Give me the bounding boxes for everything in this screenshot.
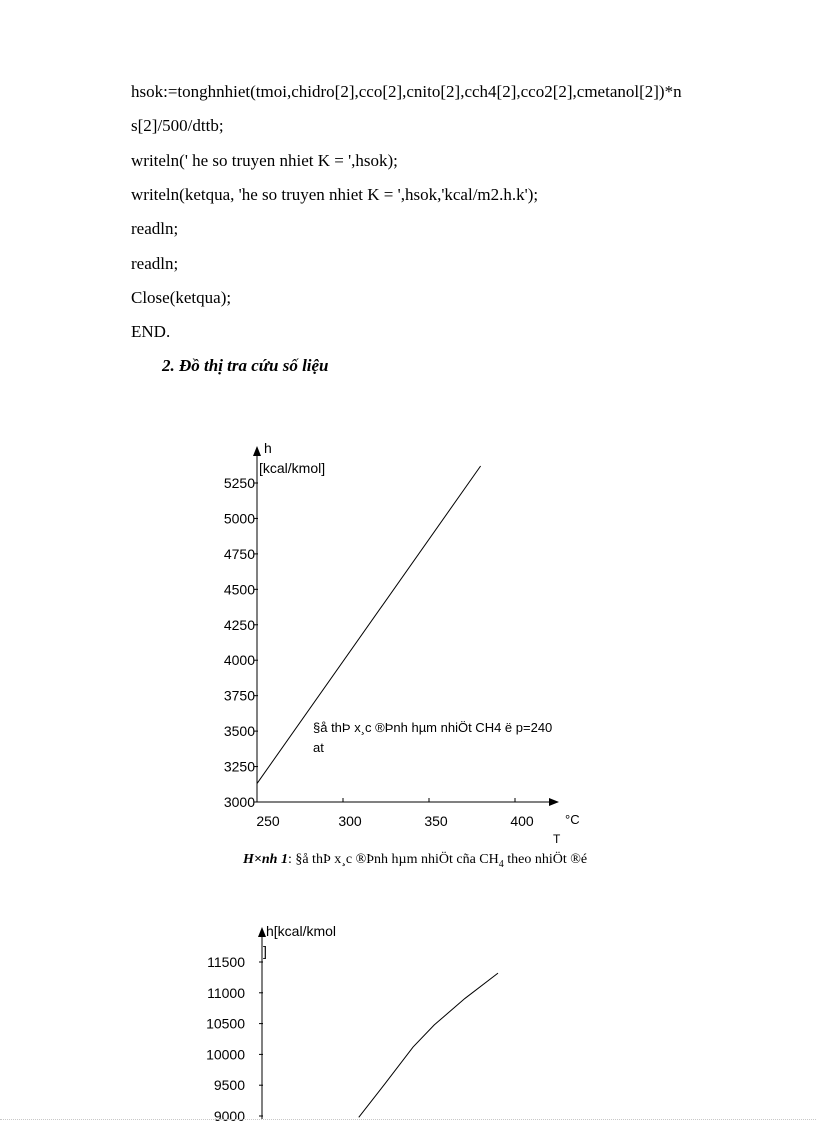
chart-2-y-tick-label: 9000 — [213, 1108, 245, 1123]
chart-1-x-tick-label: 400 — [510, 813, 534, 829]
chart-1-y-tick-label: 5000 — [223, 510, 255, 527]
chart-1-y-tick-label: 5250 — [223, 475, 255, 491]
chart-1-y-tick-label: 4500 — [223, 581, 255, 598]
chart-1-y-tick-label: 4750 — [223, 545, 255, 562]
chart-1-y-tick-label: 3250 — [223, 758, 255, 775]
code-line-4: writeln(ketqua, 'he so truyen nhiet K = ',hsok,'kcal/m2.h.k'); — [131, 185, 539, 204]
figure-caption-text-end: theo nhiÖt ®é — [503, 852, 588, 867]
chart-2-y-tick-label: 10500 — [206, 1015, 245, 1032]
chart-2-y-tick-label: 9500 — [213, 1077, 245, 1094]
page-bottom-edge — [0, 1119, 816, 1120]
chart-2-y-tick-label: 11500 — [207, 954, 245, 970]
chart-1-y-tick-label: 3000 — [223, 794, 255, 810]
chart-2-y-tick-label: 11000 — [207, 984, 245, 1001]
chart-1-y-tick-label: 4250 — [223, 616, 255, 633]
chart-2-y-label: h[kcal/kmol — [266, 923, 337, 939]
code-line-6: readln; — [131, 254, 179, 273]
chart-1-x-tick-label: 300 — [338, 813, 362, 829]
chart-1-y-unit: [kcal/kmol] — [259, 460, 326, 476]
chart-1-y-tick-label: 3500 — [223, 723, 255, 740]
chart-1-annotation-line-2: at — [313, 740, 324, 755]
figure-caption-text: : §å thÞ x¸c ®Þnh hµm nhiÖt cña CH — [287, 852, 499, 867]
code-line-5: readln; — [131, 219, 179, 238]
code-line-8: END. — [131, 322, 171, 341]
chart-1-y-tick-label: 4000 — [223, 652, 255, 669]
code-line-2: s[2]/500/dttb; — [131, 116, 224, 135]
code-line-3: writeln(' he so truyen nhiet K = ',hsok); — [131, 151, 398, 170]
chart-2-y-tick-label: 10000 — [206, 1046, 245, 1063]
chart-1-y-label: h — [264, 440, 272, 456]
chart-1-x-tick-label: 250 — [256, 813, 280, 829]
chart-1-y-tick-label: 3750 — [223, 687, 255, 704]
chart-2-y-label-cont: ] — [263, 943, 267, 959]
chart-1-x-label: °C — [565, 812, 580, 827]
chart-2-series-line — [359, 973, 498, 1117]
chart-1-annotation-line-1: §å thÞ x¸c ®Þnh hµm nhiÖt CH4 ë p=240 — [313, 720, 553, 735]
code-line-7: Close(ketqua); — [131, 288, 232, 307]
code-line-1: hsok:=tonghnhiet(tmoi,chidro[2],cco[2],cnito[2],cch4[2],cco2[2],cmetanol[2])*n — [131, 82, 682, 101]
section-heading: 2. Đồ thị tra cứu số liệu — [162, 356, 329, 375]
figure-caption-label: H×nh 1 — [243, 852, 288, 867]
chart-1-x-tick-label: 350 — [424, 813, 448, 829]
chart-1-x-sublabel: T — [553, 832, 561, 846]
figure-caption-subscript: 4 — [498, 858, 504, 870]
